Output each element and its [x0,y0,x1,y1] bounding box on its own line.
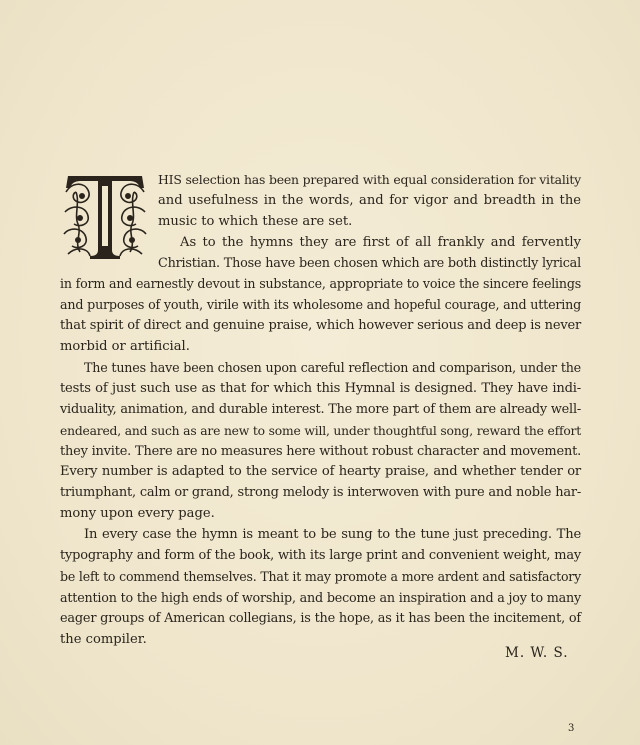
text-line: morbid or artificial. [60,339,190,355]
text-line: endeared, and such as are new to some will, under thoughtful song, reward the effort [60,423,581,438]
text-line: triumphant, calm or grand, strong melody is interwoven with pure and noble har- [60,485,581,501]
text-line: eager groups of American collegians, is the hope, as it has been the incitement, of [60,610,581,626]
text-line: As to the hymns they are first of all frankly and fervently [180,234,581,250]
text-line: tests of just such use as that for which this Hymnal is designed. They have indi- [60,380,581,396]
text-line: they invite. There are no measures here without robust character and movement. [60,443,581,459]
text-line: In every case the hymn is meant to be sung to the tune just preceding. The [84,527,581,543]
page-number: 3 [568,723,575,734]
text-line: mony upon every page. [60,506,215,522]
text-line: and purposes of youth, virile with its wholesome and hopeful courage, and uttering [60,297,581,313]
signature-initials: M. W. S. [505,645,569,661]
text-line: viduality, animation, and durable interest. The more part of them are already well- [60,401,581,417]
text-line: The tunes have been chosen upon careful reflection and comparison, under the [84,360,581,376]
text-line: Christian. Those have been chosen which are both distinctly lyrical [158,255,581,271]
text-line: attention to the high ends of worship, and become an inspiration and a joy to many [60,589,581,605]
text-line: music to which these are set. [158,213,353,229]
text-line: typography and form of the book, with its large print and convenient weight, may [60,548,581,564]
text-line: in form and earnestly devout in substance, appropriate to voice the sincere feelings [60,276,581,292]
text-line: and usefulness in the words, and for vigor and breadth in the [158,192,581,208]
text-line: that spirit of direct and genuine praise, which however serious and deep is never [60,318,581,334]
text-line: the compiler. [60,631,147,647]
text-line: be left to commend themselves. That it may promote a more ardent and satisfactory [60,568,581,584]
text-line: HIS selection has been prepared with equal consideration for vitality [158,172,581,187]
preface-text [60,170,581,650]
text-line: Every number is adapted to the service of hearty praise, and whether tender or [60,464,581,480]
